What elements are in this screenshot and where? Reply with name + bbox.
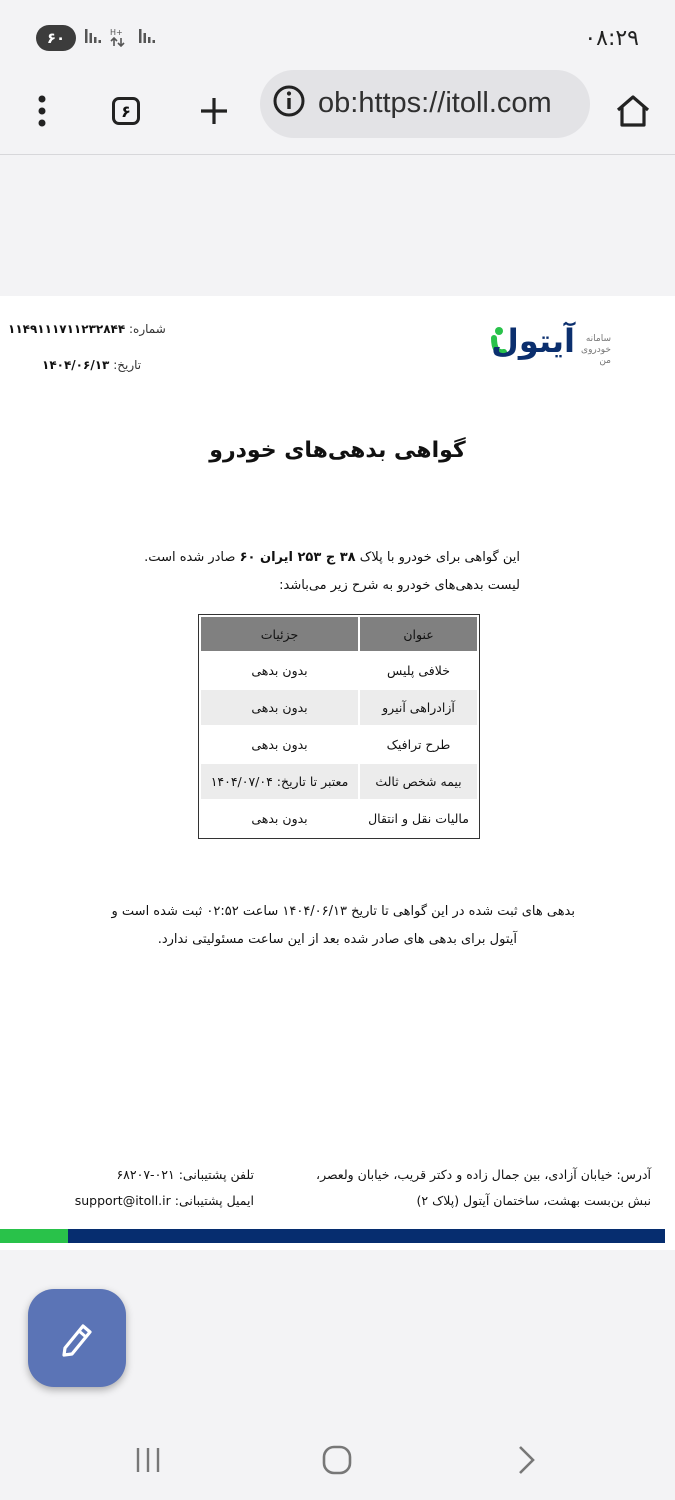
viewer-background	[0, 155, 675, 296]
disclaimer-line-1: بدهی های ثبت شده در این گواهی تا تاریخ ۱۴۰۴/۰۶/۱۳ ساعت ۰۲:۵۲ ثبت شده است و	[111, 904, 575, 919]
status-bar	[0, 0, 675, 68]
number-label: شماره:	[129, 322, 166, 336]
date-label: تاریخ:	[113, 358, 142, 372]
phone-value: ۰۲۱-۶۸۲۰۷	[116, 1167, 175, 1182]
battery-level: ۶۰	[46, 29, 66, 47]
data-activity-icon	[110, 27, 132, 52]
number-value: ۱۱۴۹۱۱۱۷۱۱۲۳۲۸۴۴	[8, 322, 126, 336]
table-row	[201, 653, 477, 688]
email-label: ایمیل پشتیبانی:	[174, 1193, 254, 1208]
address-bar[interactable]	[260, 70, 590, 138]
header-details: جزئیات	[201, 617, 358, 651]
svg-text:H+: H+	[110, 28, 123, 37]
phone-label: تلفن پشتیبانی:	[178, 1167, 254, 1182]
address	[301, 1162, 651, 1214]
row-title: بیمه شخص ثالث	[360, 764, 477, 799]
table-row	[201, 801, 477, 836]
more-vert-icon	[37, 95, 47, 127]
support-info	[34, 1162, 254, 1214]
tab-count: ۶	[112, 97, 140, 125]
signal-icon-2	[138, 27, 158, 50]
clock: ۰۸:۲۹	[584, 26, 639, 51]
support-phone	[34, 1162, 254, 1188]
battery-indicator	[36, 25, 76, 51]
back-chevron-icon	[514, 1444, 538, 1476]
table-row	[201, 690, 477, 725]
recent-apps-button[interactable]	[118, 1438, 178, 1482]
new-tab-button[interactable]	[187, 84, 241, 138]
table-row	[201, 727, 477, 762]
recents-icon	[133, 1445, 163, 1475]
certificate-number	[8, 322, 166, 336]
certificate-date	[42, 358, 141, 372]
plate-number: ۳۸ ج ۲۵۳ ایران ۶۰	[239, 550, 356, 565]
row-details: بدون بدهی	[251, 811, 308, 826]
table-header-row	[201, 617, 477, 651]
certificate-page	[0, 296, 675, 1250]
intro-line	[120, 544, 520, 572]
home-icon	[615, 94, 651, 128]
plus-icon	[199, 96, 229, 126]
edit-button[interactable]	[28, 1289, 126, 1387]
disclaimer	[100, 898, 575, 954]
email-value: support@itoll.ir	[74, 1193, 171, 1208]
site-info-icon[interactable]	[272, 84, 306, 122]
date-value: ۱۴۰۴/۰۶/۱۳	[42, 358, 110, 372]
browser-toolbar	[0, 68, 675, 155]
row-title: خلافی پلیس	[387, 663, 450, 678]
logo-text: آیتول	[491, 322, 575, 360]
address-line-2: نبش بن‌بست بهشت، ساختمان آیتول (پلاک ۲)	[416, 1193, 651, 1208]
intro-after: صادر شده است.	[144, 550, 236, 565]
url-text[interactable]: ob:https://itoll.com	[318, 87, 552, 119]
row-details: بدون بدهی	[251, 663, 308, 678]
logo-subtitle: سامانه خودروی من	[581, 334, 611, 366]
row-details: بدون بدهی	[251, 737, 308, 752]
home-nav-button[interactable]	[307, 1438, 367, 1482]
row-details: بدون بدهی	[201, 690, 358, 725]
back-button[interactable]	[496, 1438, 556, 1482]
row-title: مالیات نقل و انتقال	[368, 811, 469, 826]
footer-bar-green	[0, 1229, 68, 1243]
disclaimer-line-2: آیتول برای بدهی های صادر شده بعد از این ساعت مسئولیتی ندارد.	[157, 932, 517, 947]
address-line-1: آدرس: خیابان آزادی، بین جمال زاده و دکتر قریب، خیابان ولعصر،	[316, 1167, 651, 1182]
menu-button[interactable]	[15, 84, 69, 138]
home-button[interactable]	[606, 84, 660, 138]
list-intro: لیست بدهی‌های خودرو به شرح زیر می‌باشد:	[279, 578, 520, 593]
certificate-title: گواهی بدهی‌های خودرو	[209, 438, 466, 463]
system-nav-bar	[0, 1420, 675, 1500]
intro-before: این گواهی برای خودرو با پلاک	[359, 550, 520, 565]
signal-icon	[84, 27, 104, 50]
debts-table	[198, 614, 480, 839]
home-circle-icon	[321, 1444, 353, 1476]
table-row	[201, 764, 477, 799]
row-title: آزادراهی آنیرو	[360, 690, 477, 725]
row-details: معتبر تا تاریخ: ۱۴۰۴/۰۷/۰۴	[201, 764, 358, 799]
row-title: طرح ترافیک	[386, 737, 451, 752]
header-title: عنوان	[360, 617, 477, 651]
certificate-intro	[120, 544, 520, 600]
pencil-icon	[57, 1318, 97, 1358]
support-email	[34, 1188, 254, 1214]
tab-switcher-button[interactable]	[99, 84, 153, 138]
footer-bar-navy	[68, 1229, 665, 1243]
itoll-logo	[490, 320, 645, 368]
